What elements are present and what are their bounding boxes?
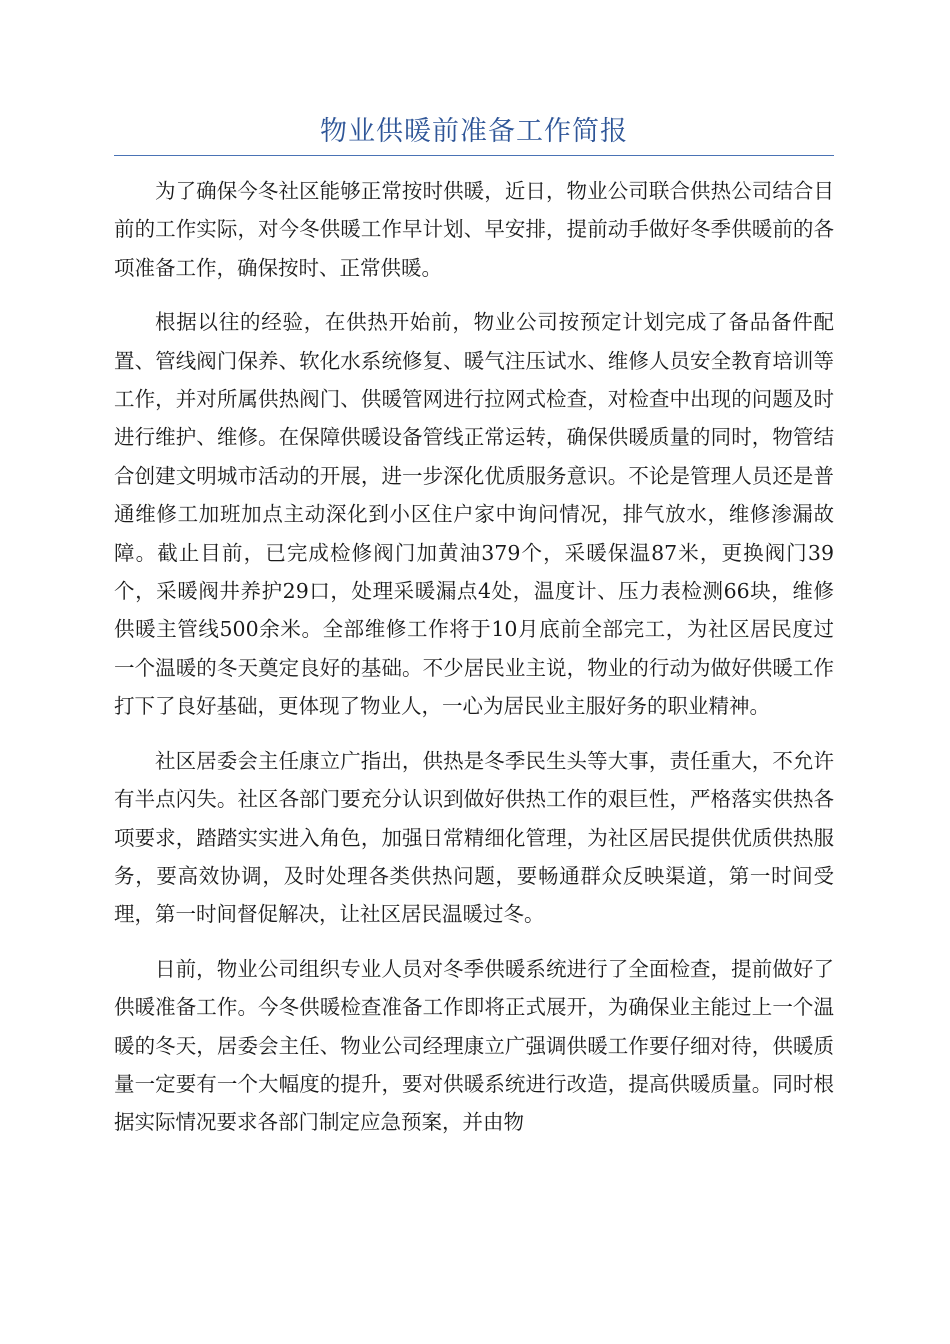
document-body	[114, 172, 834, 1158]
title-underline	[114, 155, 834, 156]
paragraph-intro: 为了确保今冬社区能够正常按时供暖，近日，物业公司联合供热公司结合目前的工作实际，对今冬供暖工作早计划、早安排，提前动手做好冬季供暖前的各项准备工作，确保按时、正常供暖。	[114, 179, 834, 280]
paragraph-director-remarks: 社区居委会主任康立广指出，供热是冬季民生头等大事，责任重大，不允许有半点闪失。社区各部门要充分认识到做好供热工作的艰巨性，严格落实供热各项要求，踏踏实实进入角色，加强日常精细化管理，为社区居民提供优质供热服务，要高效协调，及时处理各类供热问题，要畅通群众反映渠道，第一时间受理，第一时间督促解决，让社区居民温暖过冬。	[114, 748, 834, 927]
paragraph-system-inspection: 日前，物业公司组织专业人员对冬季供暖系统进行了全面检查，提前做好了供暖准备工作。今冬供暖检查准备工作即将正式展开，为确保业主能过上一个温暖的冬天，居委会主任、物业公司经理康立广强调供暖工作要仔细对待，供暖质量一定要有一个大幅度的提升，要对供暖系统进行改造，提高供暖质量。同时根据实际情况要求各部门制定应急预案，并由物	[114, 956, 834, 1135]
page-title: 物业供暖前准备工作简报	[320, 116, 628, 147]
paragraph-preparation-work: 根据以往的经验，在供热开始前，物业公司按预定计划完成了备品备件配置、管线阀门保养、软化水系统修复、暖气注压试水、维修人员安全教育培训等工作，并对所属供热阀门、供暖管网进行拉网式检查，对检查中出现的问题及时进行维护、维修。在保障供暖设备管线正常运转，确保供暖质量的同时，物管结合创建文明城市活动的开展，进一步深化优质服务意识。不论是管理人员还是普通维修工加班加点主动深化到小区住户家中询问情况，排气放水，维修渗漏故障。截止目前，已完成检修阀门加黄油379个，采暖保温87米，更换阀门39个，采暖阀井养护29口，处理采暖漏点4处，温度计、压力表检测66块，维修供暖主管线500余米。全部维修工作将于10月底前全部完工，为社区居民度过一个温暖的冬天奠定良好的基础。不少居民业主说，物业的行动为做好供暖工作打下了良好基础，更体现了物业人，一心为居民业主服好务的职业精神。	[114, 310, 834, 719]
